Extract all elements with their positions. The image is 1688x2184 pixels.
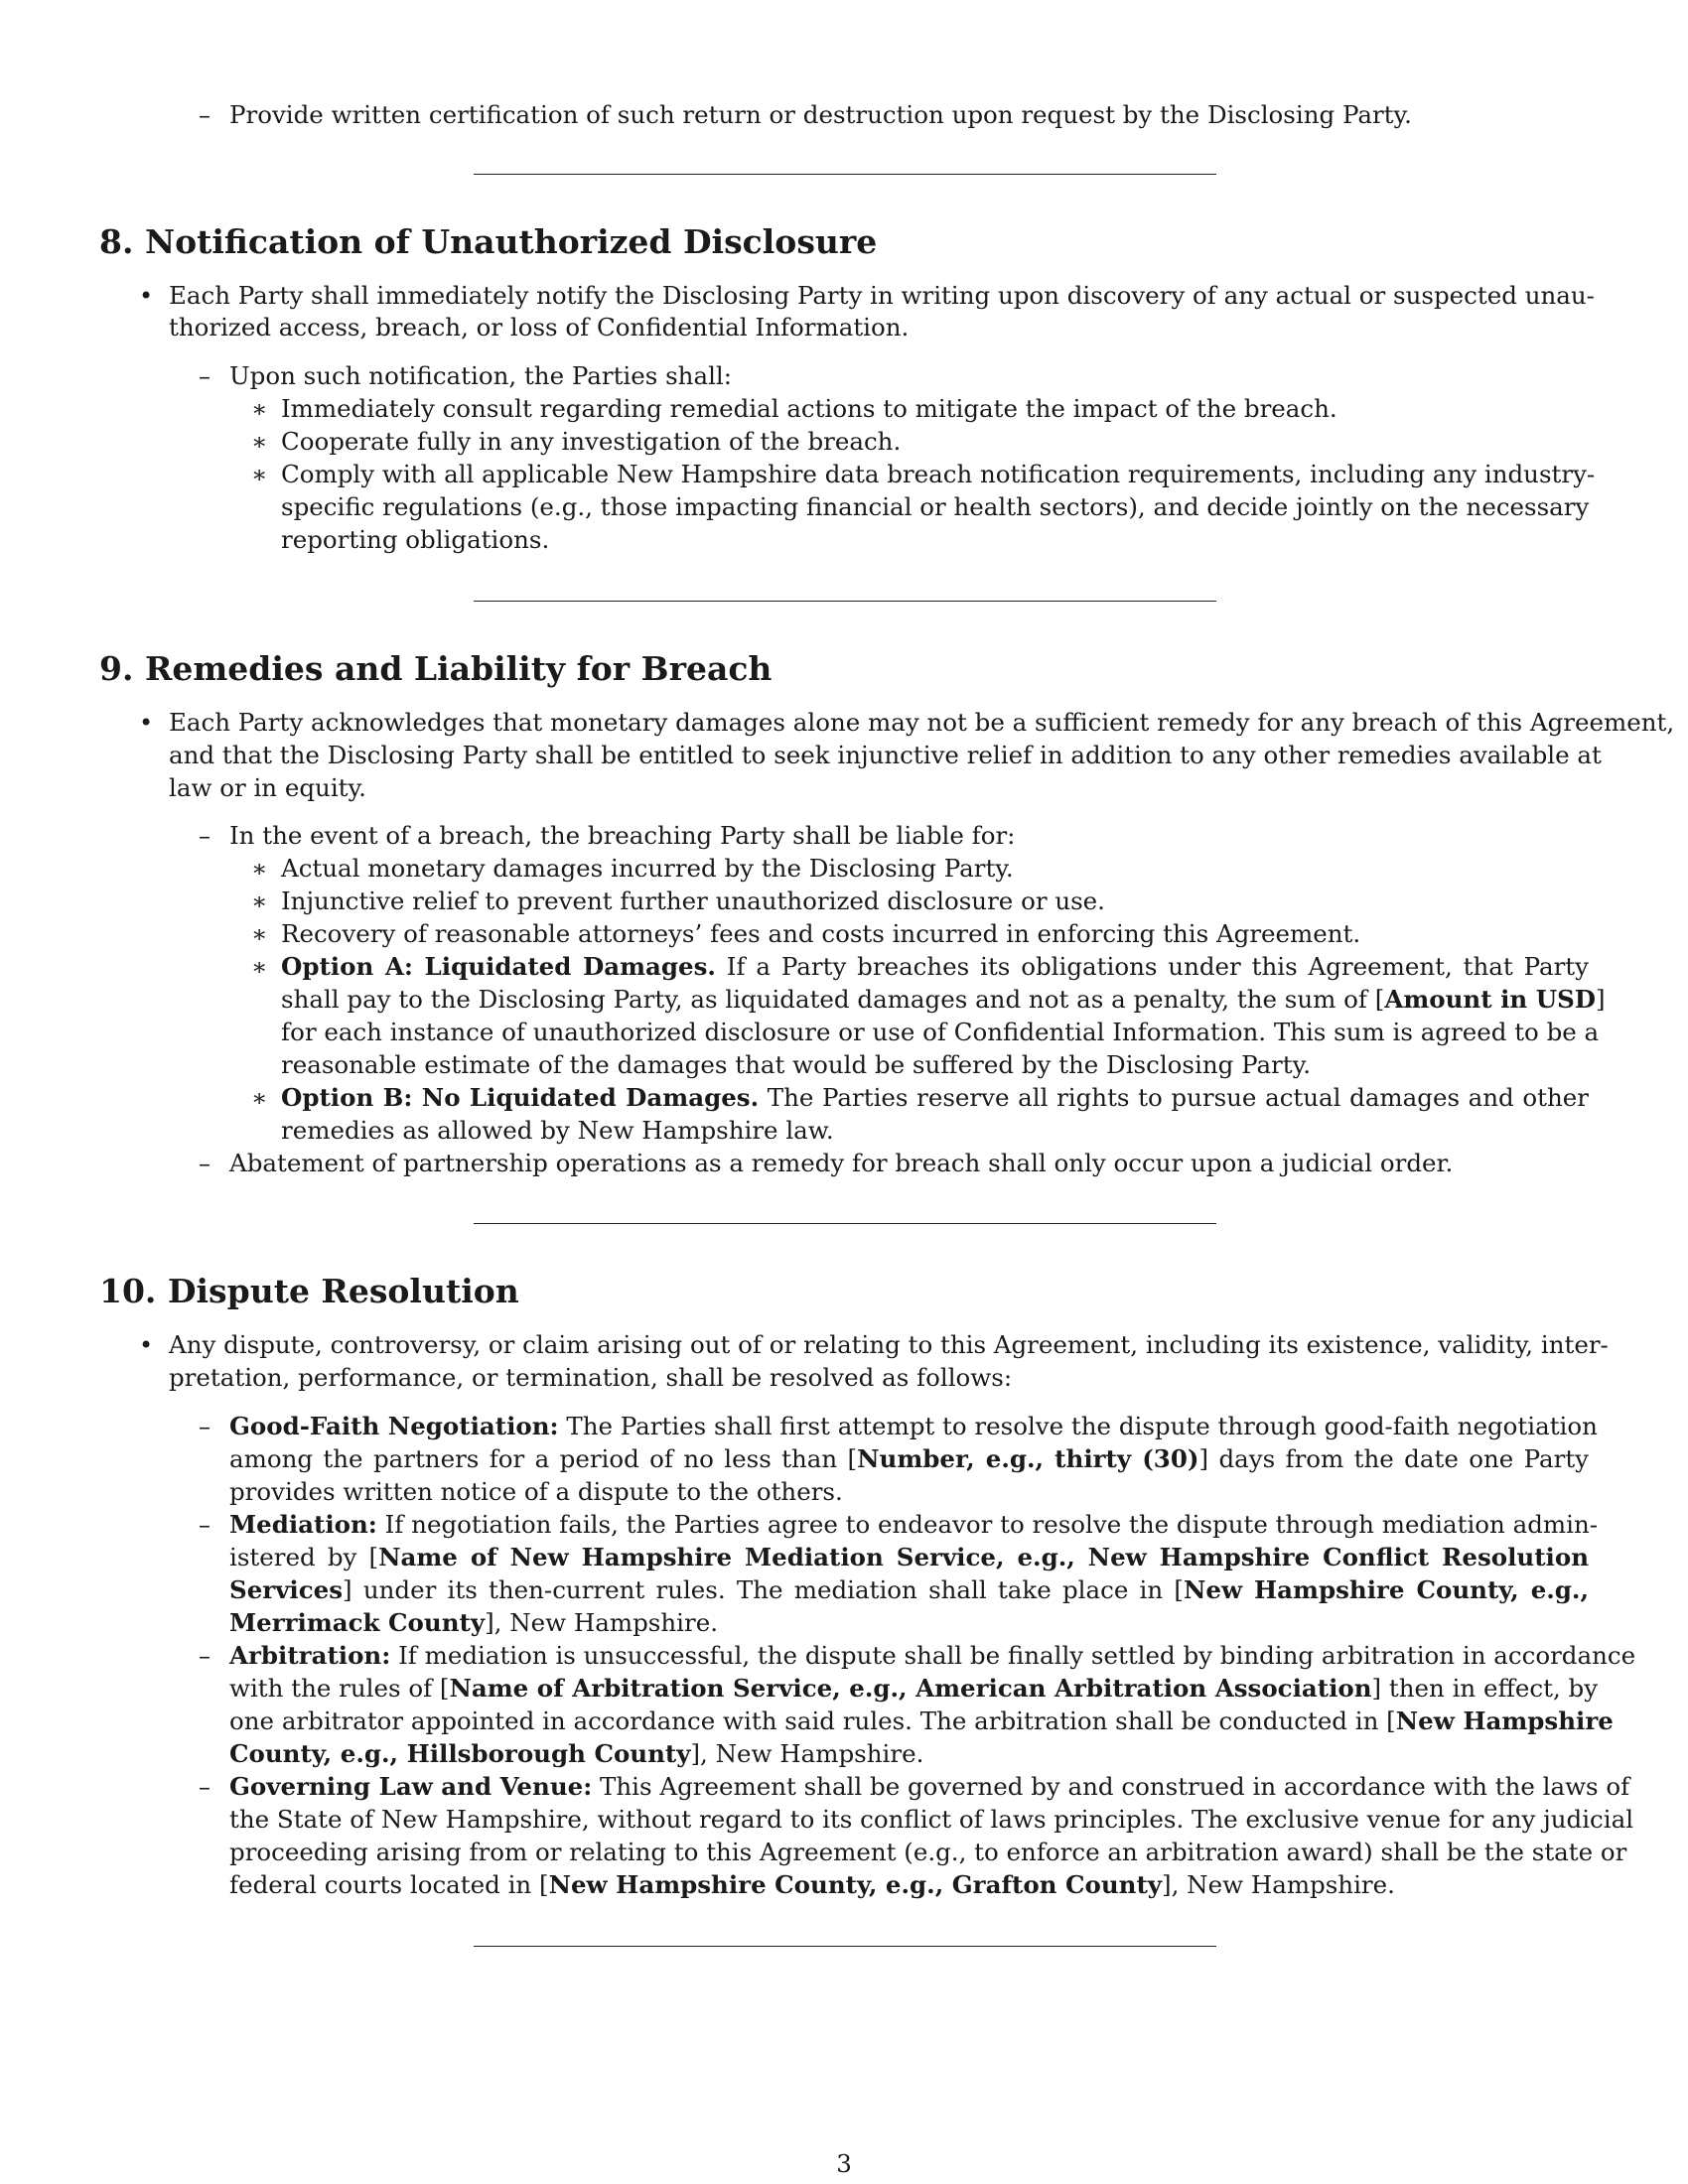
list-item: specific regulations (e.g., those impacting financial or health sectors), and decide jointly on the necessary bbox=[281, 492, 1590, 521]
section-divider bbox=[474, 1946, 1216, 1947]
list-item: Cooperate fully in any investigation of the breach. bbox=[281, 427, 902, 456]
section-heading-9: 9. Remedies and Liability for Breach bbox=[99, 649, 773, 688]
section-heading-10: 10. Dispute Resolution bbox=[99, 1272, 519, 1310]
governing-law-line bbox=[229, 1772, 1630, 1802]
option-b-line bbox=[281, 1083, 1589, 1113]
text-span: istered by [ bbox=[229, 1543, 379, 1571]
option-a-line bbox=[281, 985, 1606, 1015]
text-span: shall pay to the Disclosing Party, as liquidated damages and not as a penalty, the sum of [ bbox=[281, 985, 1385, 1014]
bullet-marker: • bbox=[139, 1331, 154, 1359]
text-span: If negotiation fails, the Parties agree to endeavor to resolve the dispute through mediation admin- bbox=[376, 1510, 1599, 1539]
star-marker: ∗ bbox=[251, 461, 268, 488]
list-item: Recovery of reasonable attorneys’ fees and costs incurred in enforcing this Agreement. bbox=[281, 919, 1361, 948]
bullet-marker: • bbox=[139, 282, 154, 310]
text-span: If a Party breaches its obligations under this Agreement, that Party bbox=[715, 952, 1589, 981]
placeholder-field: New Hampshire County, e.g., Grafton County bbox=[548, 1870, 1163, 1899]
dash-marker: – bbox=[199, 1642, 211, 1670]
text-span: ], New Hampshire. bbox=[485, 1608, 718, 1637]
dash-marker: – bbox=[199, 1413, 211, 1440]
negotiation-line: provides written notice of a dispute to the others. bbox=[229, 1477, 843, 1506]
governing-law-line bbox=[229, 1870, 1395, 1900]
dash-marker: – bbox=[199, 101, 211, 129]
section-divider bbox=[474, 601, 1216, 602]
option-a-line: for each instance of unauthorized disclosure or use of Confidential Information. This sum is agreed to be a bbox=[281, 1018, 1600, 1046]
list-item: Immediately consult regarding remedial actions to mitigate the impact of the breach. bbox=[281, 394, 1337, 423]
text-span: The Parties shall first attempt to resolve the dispute through good-faith negotiation bbox=[558, 1412, 1598, 1440]
placeholder-field: Merrimack County bbox=[229, 1608, 486, 1637]
paragraph-line: thorized access, breach, or loss of Confidential Information. bbox=[169, 313, 910, 341]
negotiation-label: Good-Faith Negotiation: bbox=[229, 1412, 559, 1440]
star-marker: ∗ bbox=[251, 855, 268, 883]
dash-marker: – bbox=[199, 362, 211, 390]
list-item: Provide written certification of such return or destruction upon request by the Disclosing Party. bbox=[229, 100, 1412, 129]
text-span: The Parties reserve all rights to pursue actual damages and other bbox=[759, 1083, 1589, 1112]
placeholder-field: Services bbox=[229, 1575, 344, 1604]
star-marker: ∗ bbox=[251, 395, 268, 423]
option-a-line: reasonable estimate of the damages that would be suffered by the Disclosing Party. bbox=[281, 1050, 1311, 1079]
placeholder-field: Name of Arbitration Service, e.g., American Arbitration Association bbox=[449, 1674, 1372, 1703]
dash-marker: – bbox=[199, 1150, 211, 1177]
star-marker: ∗ bbox=[251, 953, 268, 981]
option-a-line bbox=[281, 952, 1589, 982]
star-marker: ∗ bbox=[251, 920, 268, 948]
text-span: one arbitrator appointed in accordance with said rules. The arbitration shall be conducted in [ bbox=[229, 1706, 1396, 1735]
option-a-label: Option A: Liquidated Damages. bbox=[281, 952, 716, 981]
paragraph-line: Each Party acknowledges that monetary damages alone may not be a sufficient remedy for any breach of this Agreement, bbox=[169, 708, 1675, 737]
arbitration-line bbox=[229, 1674, 1599, 1704]
text-span: This Agreement shall be governed by and construed in accordance with the laws of bbox=[592, 1772, 1630, 1801]
section-divider bbox=[474, 1223, 1216, 1224]
list-item: Upon such notification, the Parties shall: bbox=[229, 361, 732, 390]
list-item: reporting obligations. bbox=[281, 525, 550, 554]
governing-law-line: proceeding arising from or relating to this Agreement (e.g., to enforce an arbitration award) shall be the state or bbox=[229, 1838, 1627, 1866]
text-span: ] days from the date one Party bbox=[1198, 1444, 1589, 1473]
text-span: ] then in effect, by bbox=[1371, 1674, 1599, 1703]
section-divider bbox=[474, 174, 1216, 175]
paragraph-line: Any dispute, controversy, or claim arising out of or relating to this Agreement, including its existence, validity, inter- bbox=[169, 1330, 1609, 1359]
placeholder-field: New Hampshire bbox=[1395, 1706, 1614, 1735]
mediation-line bbox=[229, 1543, 1589, 1572]
text-span: ], New Hampshire. bbox=[690, 1739, 924, 1768]
arbitration-line bbox=[229, 1706, 1614, 1736]
bullet-marker: • bbox=[139, 709, 154, 737]
paragraph-line: Each Party shall immediately notify the Disclosing Party in writing upon discovery of any actual or suspected unau- bbox=[169, 281, 1595, 310]
negotiation-line bbox=[229, 1444, 1589, 1474]
mediation-line bbox=[229, 1608, 718, 1638]
governing-law-label: Governing Law and Venue: bbox=[229, 1772, 593, 1801]
list-item: Injunctive relief to prevent further unauthorized disclosure or use. bbox=[281, 887, 1105, 915]
section-heading-8: 8. Notification of Unauthorized Disclosure bbox=[99, 222, 878, 261]
text-span: with the rules of [ bbox=[229, 1674, 450, 1703]
option-b-line: remedies as allowed by New Hampshire law. bbox=[281, 1116, 834, 1145]
text-span: among the partners for a period of no less than [ bbox=[229, 1444, 858, 1473]
list-item: Abatement of partnership operations as a remedy for breach shall only occur upon a judicial order. bbox=[229, 1149, 1454, 1177]
arbitration-label: Arbitration: bbox=[229, 1641, 391, 1670]
mediation-line bbox=[229, 1575, 1589, 1605]
placeholder-field: New Hampshire County, e.g., bbox=[1183, 1575, 1589, 1604]
text-span: ], New Hampshire. bbox=[1162, 1870, 1395, 1899]
paragraph-line: and that the Disclosing Party shall be entitled to seek injunctive relief in addition to any other remedies available at bbox=[169, 741, 1602, 769]
page-number: 3 bbox=[836, 2149, 852, 2178]
placeholder-field: Number, e.g., thirty (30) bbox=[857, 1444, 1199, 1473]
paragraph-line: law or in equity. bbox=[169, 773, 366, 802]
negotiation-line bbox=[229, 1412, 1598, 1441]
dash-marker: – bbox=[199, 822, 211, 850]
text-span: ] under its then-current rules. The mediation shall take place in [ bbox=[343, 1575, 1184, 1604]
arbitration-line bbox=[229, 1739, 923, 1769]
placeholder-field: Name of New Hampshire Mediation Service, e.g., New Hampshire Conflict Resolution bbox=[378, 1543, 1590, 1571]
mediation-line bbox=[229, 1510, 1599, 1540]
placeholder-field: County, e.g., Hillsborough County bbox=[229, 1739, 691, 1768]
arbitration-line bbox=[229, 1641, 1636, 1671]
list-item: Actual monetary damages incurred by the Disclosing Party. bbox=[281, 854, 1014, 883]
star-marker: ∗ bbox=[251, 428, 268, 456]
paragraph-line: pretation, performance, or termination, shall be resolved as follows: bbox=[169, 1363, 1013, 1392]
text-span: If mediation is unsuccessful, the dispute shall be finally settled by binding arbitration in accordance bbox=[390, 1641, 1636, 1670]
text-span: federal courts located in [ bbox=[229, 1870, 549, 1899]
dash-marker: – bbox=[199, 1773, 211, 1801]
text-span: ] bbox=[1596, 985, 1606, 1014]
dash-marker: – bbox=[199, 1511, 211, 1539]
star-marker: ∗ bbox=[251, 1084, 268, 1112]
mediation-label: Mediation: bbox=[229, 1510, 377, 1539]
star-marker: ∗ bbox=[251, 887, 268, 915]
option-b-label: Option B: No Liquidated Damages. bbox=[281, 1083, 760, 1112]
list-item: Comply with all applicable New Hampshire data breach notification requirements, including any industry- bbox=[281, 460, 1596, 488]
list-item: In the event of a breach, the breaching Party shall be liable for: bbox=[229, 821, 1016, 850]
placeholder-field: Amount in USD bbox=[1384, 985, 1597, 1014]
governing-law-line: the State of New Hampshire, without regard to its conflict of laws principles. The exclusive venue for any judicial bbox=[229, 1805, 1634, 1834]
